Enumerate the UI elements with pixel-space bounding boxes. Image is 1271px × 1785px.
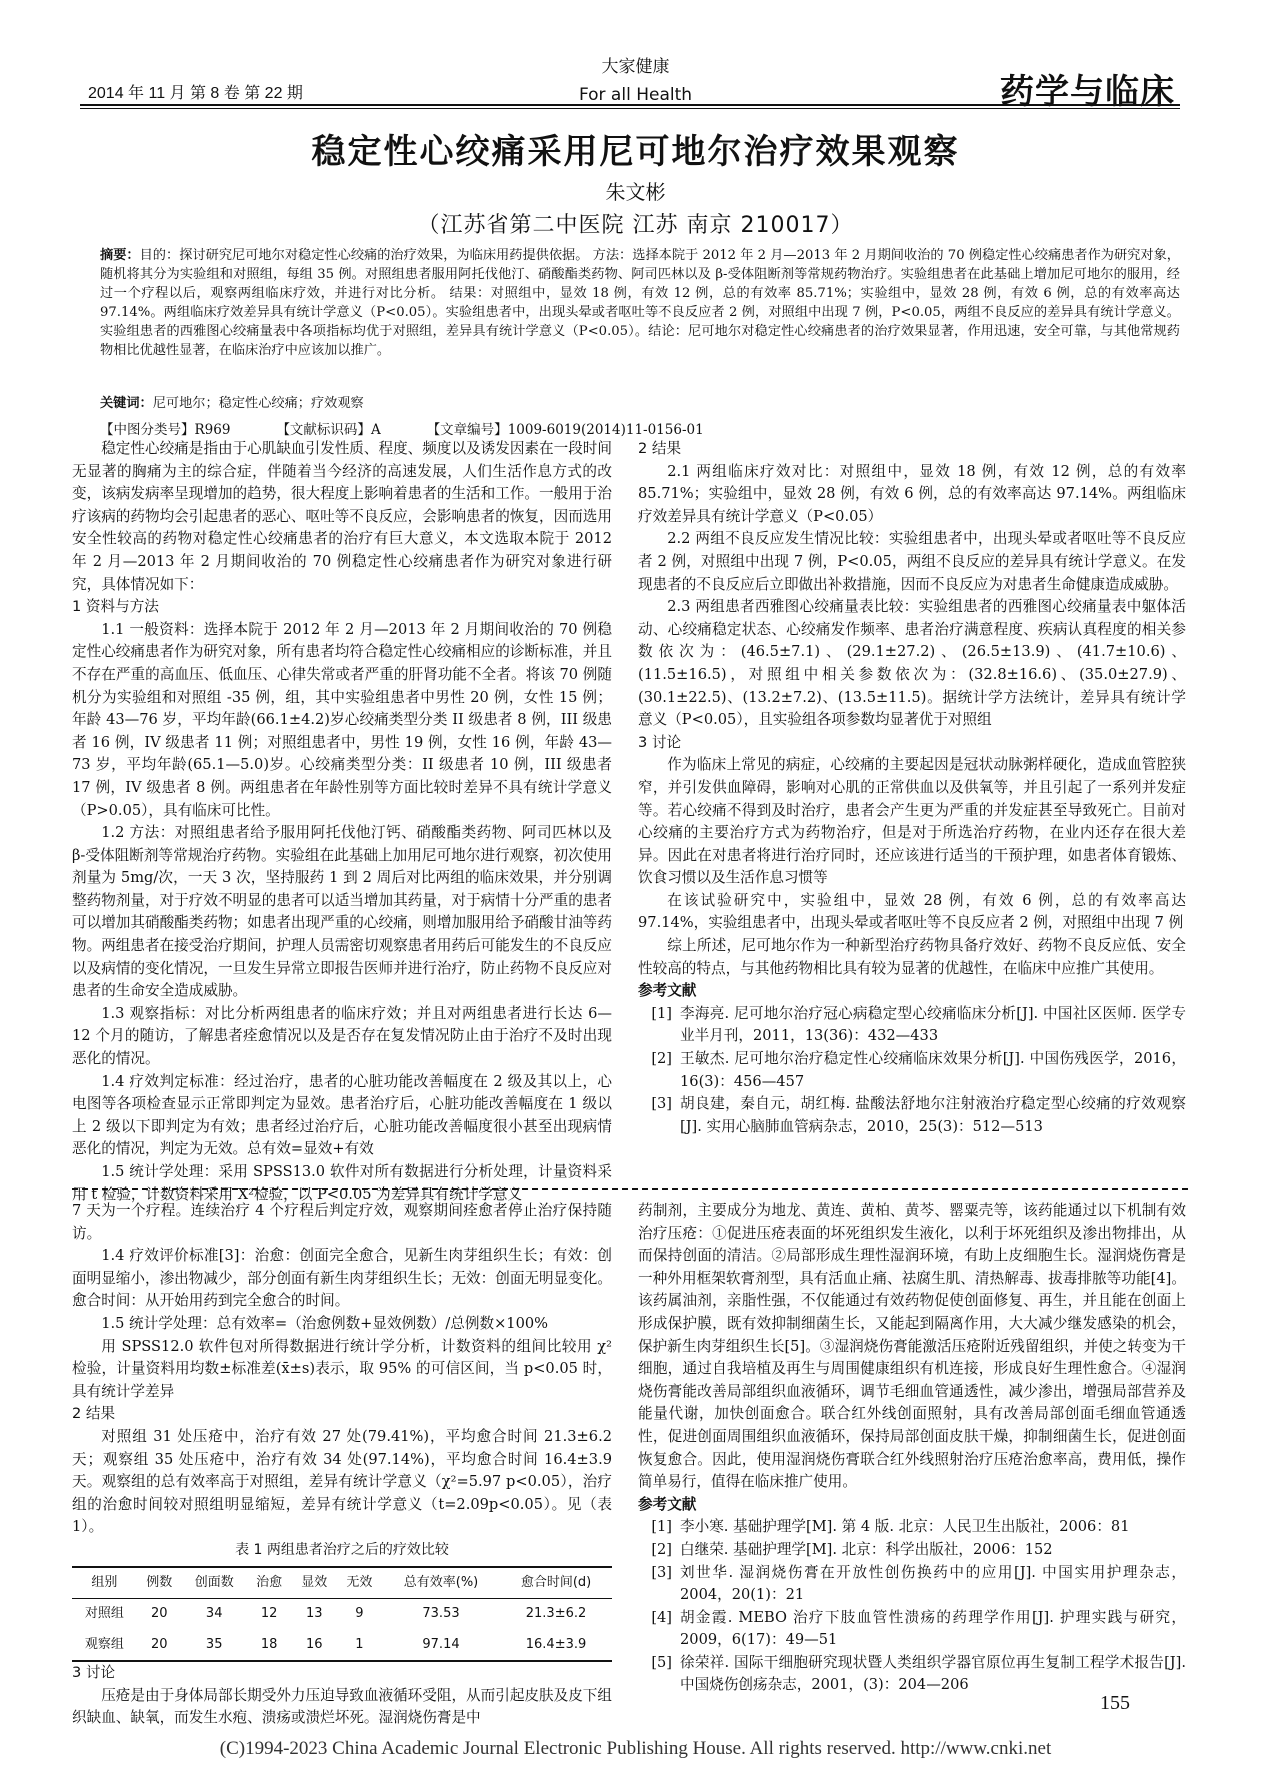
section-title: 药学与临床 [1000, 72, 1175, 112]
class-number [100, 418, 230, 438]
article-author: 朱文彬 [605, 180, 666, 204]
page-number: 155 [1100, 1692, 1130, 1714]
reference-number: [1] [651, 1518, 672, 1536]
table-header-row [72, 1567, 612, 1599]
class-value: R969 [194, 422, 231, 438]
reference-text: 徐荣祥. 国际干细胞研究现状暨人类组织学器官原位再生复制工程学术报告[J]. 中国烧伤创疡杂志，2001，(3)：204—206 [680, 1653, 1186, 1694]
copyright-footer: (C)1994-2023 China Academic Journal Electronic Publishing House. All rights reserved. http://www.cnki.net [219, 1738, 1052, 1759]
reference-item [638, 1003, 1186, 1048]
abstract-text: 目的：探讨研究尼可地尔对稳定性心绞痛的治疗效果，为临床用药提供依据。 方法：选择本院于 2012 年 2 月—2013 年 2 月期间收治的 70 例稳定性心绞痛患者作为研究对象，随机将其分为实验组和对照组，每组 35 例。对照组患者服用阿托伐他汀、硝酸酯类药物、阿司匹林以及 β-受体阻断剂等常规药物治疗。实验组患者在此基础上增加尼可地尔的服用，经过一个疗程以后，观察两组临床疗效，并进行对比分析。 结果：对照组中，显效 18 例，有效 12 例，总的有效率 85.71%；实验组中，显效 28 例，有效 6 例，总的有效率高达 97.14%。两组临床疗效差异具有统计学意义（P<0.05）。实验组患者中，出现头晕或者呕吐等不良反应者 2 例，对照组中出现 7 例，P<0.05，两组不良反应的差异具有统计学意义。实验组患者的西雅图心绞痛量表中各项指标均优于对照组，差异具有统计学意义（P<0.05）。结论：尼可地尔对稳定性心绞痛患者的治疗效果显著，作用迅速，安全可靠，与其他常规药物相比优越性显著，在临床治疗中应该加以推广。 [100, 248, 1180, 358]
table-caption: 表 1 两组患者治疗之后的疗效比较 [235, 1541, 449, 1558]
reference-number: [2] [651, 1050, 672, 1068]
paragraph: 压疮是由于身体局部长期受外力压迫导致血液循环受阻，从而引起皮肤及皮下组织缺血、缺氧，而发生水疱、溃疡或溃烂坏死。湿润烧伤膏是中 [72, 1686, 612, 1727]
reference-item [638, 1516, 1186, 1539]
section-heading: 3 讨论 [72, 1664, 116, 1682]
reference-number: [2] [651, 1540, 672, 1558]
article-a-right-column [638, 438, 1186, 1138]
reference-item [638, 1048, 1186, 1093]
article-b-left-body [72, 1200, 612, 1539]
article-b-right-column [638, 1200, 1186, 1697]
paragraph: 1.5 统计学处理：总有效率=（治愈例数+显效例数）/总例数×100% [101, 1314, 549, 1332]
table-header-cell: 无效 [346, 1574, 373, 1590]
results-table [72, 1566, 612, 1663]
section-heading: 2 结果 [72, 1405, 116, 1423]
paragraph: 1.3 观察指标：对比分析两组患者的临床疗效；并且对两组患者进行长达 6—12 个月的随访，了解患者痊愈情况以及是否存在复发情况防止由于治疗不及时出现恶化的情况。 [72, 1004, 612, 1068]
table-header-cell: 显效 [301, 1574, 328, 1590]
section-heading: 1 资料与方法 [72, 598, 159, 616]
article-b-left-column [72, 1200, 612, 1730]
reference-text: 李小寒. 基础护理学[M]. 第 4 版. 北京：人民卫生出版社，2006：81 [680, 1518, 1130, 1536]
journal-name-en: For all Health [578, 85, 693, 105]
class-label: 【中图分类号】 [100, 422, 195, 438]
classification-line [100, 418, 1180, 438]
table-cell: 对照组 [84, 1606, 124, 1622]
paragraph: 1.1 一般资料：选择本院于 2012 年 2 月—2013 年 2 月期间收治的 70 例稳定性心绞痛患者作为研究对象，所有患者均符合稳定性心绞痛相应的诊断标准，并且不存在严重的高血压、低血压、心律失常或者严重的肝肾功能不全者。将该 70 例随机分为实验组和对照组 -35 例，组，其中实验组患者中男性 20 例，女性 15 例；年龄 43—76 岁，平均年龄(66.1±4.2)岁心绞痛类型分类 II 级患者 8 例，III 级患者 16 例，IV 级患者 11 例；对照组患者中，男性 19 例，女性 16 例，年龄 43—73 岁，平均年龄(65.1—5.0)岁。心绞痛类型分类：II 级患者 10 例，III 级患者 17 例，IV 级患者 8 例。两组患者在年龄性别等方面比较时差异不具有统计学意义（P>0.05），具有临床可比性。 [72, 620, 612, 819]
reference-item [638, 1607, 1186, 1652]
table-header-cell: 治愈 [256, 1574, 283, 1590]
doc-code [276, 418, 380, 438]
references-title: 参考文献 [638, 982, 697, 1000]
header-rule-thin [80, 108, 1180, 109]
paragraph: 1.5 统计学处理：采用 SPSS13.0 软件对所有数据进行分析处理，计量资料采用 t 检验，计数资料采用 X²检验，以 P<0.05 为差异具有统计学意义 [72, 1163, 612, 1203]
paragraph: 2.2 两组不良反应发生情况比较：实验组患者中，出现头晕或者呕吐等不良反应者 2 例，对照组中出现 7 例，P<0.05，两组不良反应的差异具有统计学意义。在发现患者的不良反应后立即做出补救措施，因而不良反应为对患者生命健康造成威胁。 [638, 530, 1186, 593]
keywords-text: 尼可地尔；稳定性心绞痛；疗效观察 [152, 396, 364, 411]
table-row [72, 1599, 612, 1630]
article-number [427, 418, 704, 438]
table-cell: 20 [151, 1606, 168, 1622]
table-header-cell: 例数 [146, 1574, 173, 1590]
table-body [72, 1599, 612, 1662]
paragraph: 1.2 方法：对照组患者给予服用阿托伐他汀钙、硝酸酯类药物、阿司匹林以及 β-受体阻断剂等常规治疗药物。实验组在此基础上加用尼可地尔进行观察，初次使用剂量为 5mg/次，一天 3 次，坚持服药 1 到 2 周后对比两组的临床效果，并分别调整药物剂量，对于疗效不明显的患者可以适当增加其药量，对于病情十分严重的患者可以增加其硝酸酯类药物；如患者出现严重的心绞痛，则增加服用给予硝酸甘油等药物。两组患者在接受治疗期间，护理人员需密切观察患者用药后可能发生的不良反应以及病情的变化情况，一旦发生异常立即报告医师并进行治疗，防止药物不良反应对患者的生命安全造成威胁。 [72, 824, 612, 1000]
reference-item [638, 1652, 1186, 1697]
table-cell: 35 [205, 1636, 223, 1652]
paragraph: 综上所述，尼可地尔作为一种新型治疗药物具备疗效好、药物不良反应低、安全性较高的特点，与其他药物相比具有较为显著的优越性，在临床中应推广其使用。 [638, 937, 1186, 977]
table-cell: 73.53 [422, 1606, 460, 1622]
table-cell: 1 [355, 1636, 364, 1652]
section-heading: 2 结果 [638, 440, 682, 457]
table-header-cell: 总有效率(%) [403, 1574, 479, 1590]
artno-label: 【文章编号】 [426, 422, 508, 438]
abstract [100, 246, 1180, 360]
table-cell: 16 [305, 1636, 323, 1652]
reference-text: 白继荣. 基础护理学[M]. 北京：科学出版社，2006：152 [680, 1540, 1053, 1558]
table-cell: 12 [260, 1606, 278, 1622]
journal-name-cn: 大家健康 [601, 57, 670, 77]
paragraph: 用 SPSS12.0 软件包对所得数据进行统计学分析，计数资料的组间比较用 χ² 检验，计量资料用均数±标准差(x̄±s)表示，取 95% 的可信区间，当 p<0.05 时，具有统计学差异 [72, 1337, 612, 1400]
reference-number: [3] [651, 1095, 672, 1113]
table-row [72, 1630, 612, 1662]
article-b-right-body [638, 1200, 1186, 1494]
keywords-label: 关键词： [100, 396, 153, 411]
references-list-b [638, 1516, 1186, 1697]
article-a-right-body [638, 438, 1186, 980]
references-title-b: 参考文献 [638, 1495, 697, 1513]
reference-text: 胡良建，秦自元，胡红梅. 盐酸法舒地尔注射液治疗稳定型心绞痛的疗效观察[J]. 实用心脑肺血管病杂志，2010，25(3)：512—513 [680, 1095, 1186, 1135]
reference-number: [1] [651, 1004, 672, 1022]
paragraph: 药制剂，主要成分为地龙、黄连、黄柏、黄芩、罂粟壳等，该药能通过以下机制有效治疗压疮：①促进压疮表面的坏死组织发生液化，以利于坏死组织及渗出物排出，从而保持创面的清洁。②局部形成生理性湿润环境，有助上皮细胞生长。湿润烧伤膏是一种外用框架软膏剂型，具有活血止痛、祛腐生肌、清热解毒、拔毒排脓等功能[4]。该药属油剂，亲脂性强，不仅能通过有效药物促使创面修复、再生，并且能在创面上形成保护膜，既有效抑制细菌生长，又能起到隔离作用，大大减少继发感染的机会，保护新生肉芽组织生长[5]。③湿润烧伤膏能激活压疮附近残留组织，并使之转变为干细胞，通过自我培植及再生与周围健康组织有机连接，形成良好生理性愈合。④湿润烧伤膏能改善局部组织血液循环，调节毛细血管通透性，减少渗出，增强局部营养及能量代谢，加快创面愈合。联合红外线创面照射，具有改善局部创面毛细血管通透性，促进创面周围组织血液循环，保持局部创面皮肤干燥，抑制细菌生长，促进创面恢复愈合。因此，使用湿润烧伤膏联合红外线照射治疗压疮治愈率高，费用低，操作简单易行，值得在临床推广使用。 [638, 1202, 1186, 1491]
table-header-cell: 愈合时间(d) [520, 1574, 592, 1590]
abstract-label: 摘要： [100, 248, 140, 263]
table-cell: 16.4±3.9 [525, 1636, 587, 1652]
article-title: 稳定性心绞痛采用尼可地尔治疗效果观察 [311, 132, 960, 172]
table-cell: 97.14 [422, 1636, 460, 1652]
article-b-left-discussion [72, 1662, 612, 1730]
artno-value: 1009-6019(2014)11-0156-01 [507, 422, 704, 438]
table-cell: 13 [305, 1606, 323, 1622]
doccode-label: 【文献标识码】 [276, 422, 371, 438]
reference-item [638, 1093, 1186, 1138]
reference-number: [5] [651, 1653, 672, 1671]
author-affiliation: （江苏省第二中医院 江苏 南京 210017） [417, 213, 854, 238]
reference-number: [3] [651, 1563, 672, 1581]
paragraph: 1.4 疗效评价标准[3]：治愈：创面完全愈合，见新生肉芽组织生长；有效：创面明显缩小，渗出物减少，部分创面有新生肉芽组织生长；无效：创面无明显变化。愈合时间：从开始用药到完全愈合的时间。 [72, 1247, 612, 1310]
keywords [100, 392, 1180, 411]
article-divider [72, 1188, 1188, 1190]
paragraph: 7 天为一个疗程。连续治疗 4 个疗程后判定疗效，观察期间痊愈者停止治疗保持随访。 [72, 1202, 612, 1242]
reference-number: [4] [651, 1608, 672, 1626]
doccode-value: A [370, 422, 381, 438]
table-cell: 观察组 [84, 1636, 124, 1652]
paragraph: 1.4 疗效判定标准：经过治疗，患者的心脏功能改善幅度在 2 级及其以上，心电图等各项检查显示正常即判定为显效。患者治疗后，心脏功能改善幅度在 1 级以上 2 级以下即判定为有效；患者经过治疗后，心脏功能改善幅度很小甚至出现病情恶化的情况，判定为无效。总有效=显效+有效 [72, 1072, 612, 1158]
table-cell: 18 [260, 1636, 278, 1652]
table-cell: 21.3±6.2 [525, 1606, 587, 1622]
article-a-left-column [72, 438, 612, 1206]
section-heading: 3 讨论 [638, 733, 682, 751]
paragraph: 在该试验研究中，实验组中，显效 28 例，有效 6 例，总的有效率高达 97.14%，实验组患者中，出现头晕或者呕吐等不良反应者 2 例，对照组中出现 7 例 [638, 891, 1186, 932]
paragraph: 对照组 31 处压疮中，治疗有效 27 处(79.41%)，平均愈合时间 21.3±6.2 天；观察组 35 处压疮中，治疗有效 34 处(97.14%)，平均愈合时间 16.4±3.9 天。观察组的总有效率高于对照组，差异有统计学意义（χ²=5.97 p<0.05），治疗组的治愈时间较对照组明显缩短，差异有统计学意义（t=2.09p<0.05）。见（表 1）。 [72, 1427, 612, 1536]
reference-item [638, 1562, 1186, 1607]
reference-item [638, 1539, 1186, 1562]
table-cell: 9 [355, 1606, 364, 1622]
header-rule [80, 104, 1180, 106]
references-list [638, 1003, 1186, 1139]
table-header-cell: 组别 [91, 1574, 118, 1590]
reference-text: 王敏杰. 尼可地尔治疗稳定性心绞痛临床效果分析[J]. 中国伤残医学，2016，16(3)：456—457 [680, 1050, 1186, 1090]
paragraph: 2.3 两组患者西雅图心绞痛量表比较：实验组患者的西雅图心绞痛量表中躯体活动、心绞痛稳定状态、心绞痛发作频率、患者治疗满意程度、疾病认真程度的相关参数依次为：(46.5±7.1)、(29.1±27.2)、(26.5±13.9)、(41.7±10.6)、(11.5±16.5)，对照组中相关参数依次为：(32.8±16.6)、(35.0±27.9)、(30.1±22.5)、(13.2±7.2)、(13.5±11.5)。据统计学方法统计，差异具有统计学意义（P<0.05），且实验组各项参数均显著优于对照组 [638, 598, 1186, 729]
paragraph: 稳定性心绞痛是指由于心肌缺血引发性质、程度、频度以及诱发因素在一段时间无显著的胸痛为主的综合症，伴随着当今经济的高速发展，人们生活作息方式的改变，该病发病率呈现增加的趋势，很大程度上影响着患者的生活和工作。一般用于治疗该病的药物均会引起患者的恶心、呕吐等不良反应，会影响患者的恢复，因而选用安全性较高的药物对稳定性心绞痛患者的治疗有巨大意义，本文选取本院于 2012 年 2 月—2013 年 2 月期间收治的 70 例稳定性心绞痛患者作为研究对象进行研究，具体情况如下： [72, 440, 612, 593]
table-cell: 34 [205, 1606, 223, 1622]
paragraph: 2.1 两组临床疗效对比：对照组中，显效 18 例，有效 12 例，总的有效率 85.71%；实验组中，显效 28 例，有效 6 例，总的有效率高达 97.14%。两组临床疗效差异具有统计学意义（P<0.05） [638, 462, 1186, 525]
reference-text: 刘世华. 湿润烧伤膏在开放性创伤换药中的应用[J]. 中国实用护理杂志，2004，20(1)：21 [680, 1563, 1186, 1604]
table-cell: 20 [151, 1636, 168, 1652]
issue-info: 2014 年 11 月 第 8 卷 第 22 期 [88, 85, 303, 102]
reference-text: 李海亮. 尼可地尔治疗冠心病稳定型心绞痛临床分析[J]. 中国社区医师. 医学专业半月刊，2011，13(36)：432—433 [680, 1004, 1186, 1045]
table-header-cell: 创面数 [194, 1574, 234, 1590]
paragraph: 作为临床上常见的病症，心绞痛的主要起因是冠状动脉粥样硬化，造成血管腔狭窄，并引发供血障碍，影响对心肌的正常供血以及供氧等，并且引起了一系列并发症等。若心绞痛不得到及时治疗，患者会产生更为严重的并发症甚至导致死亡。目前对心绞痛的主要治疗方式为药物治疗，但是对于所选治疗药物，在业内还存在很大差异。因此在对患者将进行治疗同时，还应该进行适当的干预护理，如患者体育锻炼、饮食习惯以及生活作息习惯等 [638, 756, 1186, 887]
reference-text: 胡金霞. MEBO 治疗下肢血管性溃疡的药理学作用[J]. 护理实践与研究，2009，6(17)：49—51 [680, 1608, 1186, 1649]
